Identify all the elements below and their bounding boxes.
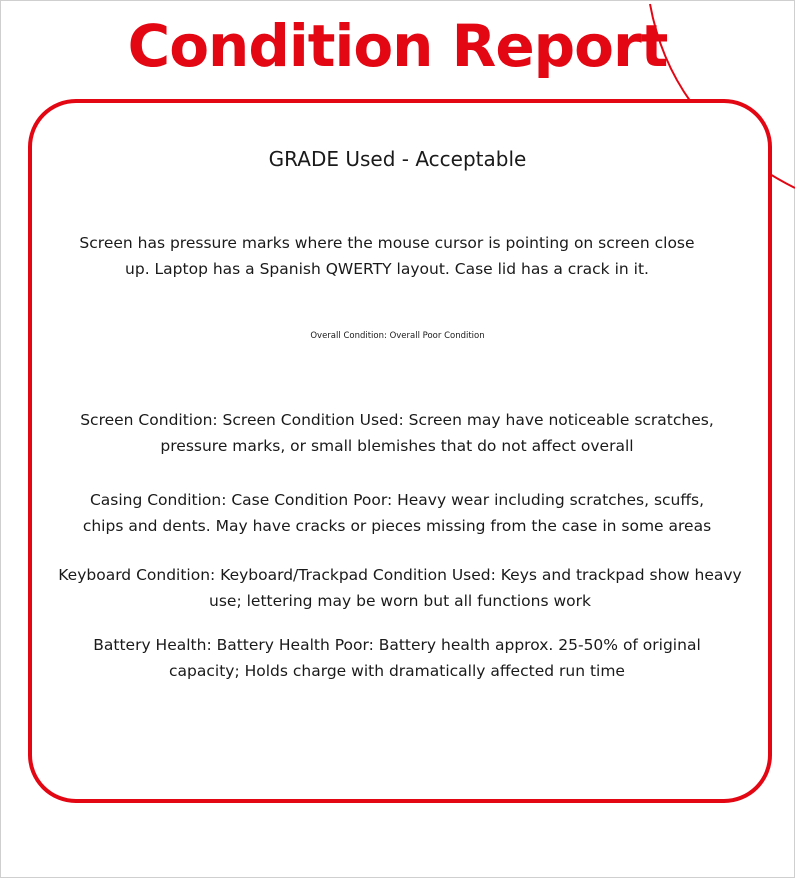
screen-condition: Screen Condition: Screen Condition Used: Screen may have noticeable scratches, pressure marks, or small blemishes that do not affect overall (80, 411, 714, 455)
casing-condition: Casing Condition: Case Condition Poor: Heavy wear including scratches, scuffs, chips and dents. May have cracks or pieces missing from the case in some areas (82, 491, 712, 535)
overall-condition: Overall Condition: Overall Poor Condition (310, 331, 485, 341)
keyboard-condition: Keyboard Condition: Keyboard/Trackpad Condition Used: Keys and trackpad show heavy use; lettering may be worn but all functions work (58, 566, 742, 610)
report-title: Condition Report (127, 12, 668, 80)
grade-heading: GRADE Used - Acceptable (268, 147, 527, 171)
condition-notes: Screen has pressure marks where the mouse cursor is pointing on screen close up. Laptop has a Spanish QWERTY layout. Case lid has a crack in it. (79, 234, 695, 278)
battery-health: Battery Health: Battery Health Poor: Battery health approx. 25-50% of original capacity; Holds charge with dramatically affected run time (93, 636, 701, 680)
